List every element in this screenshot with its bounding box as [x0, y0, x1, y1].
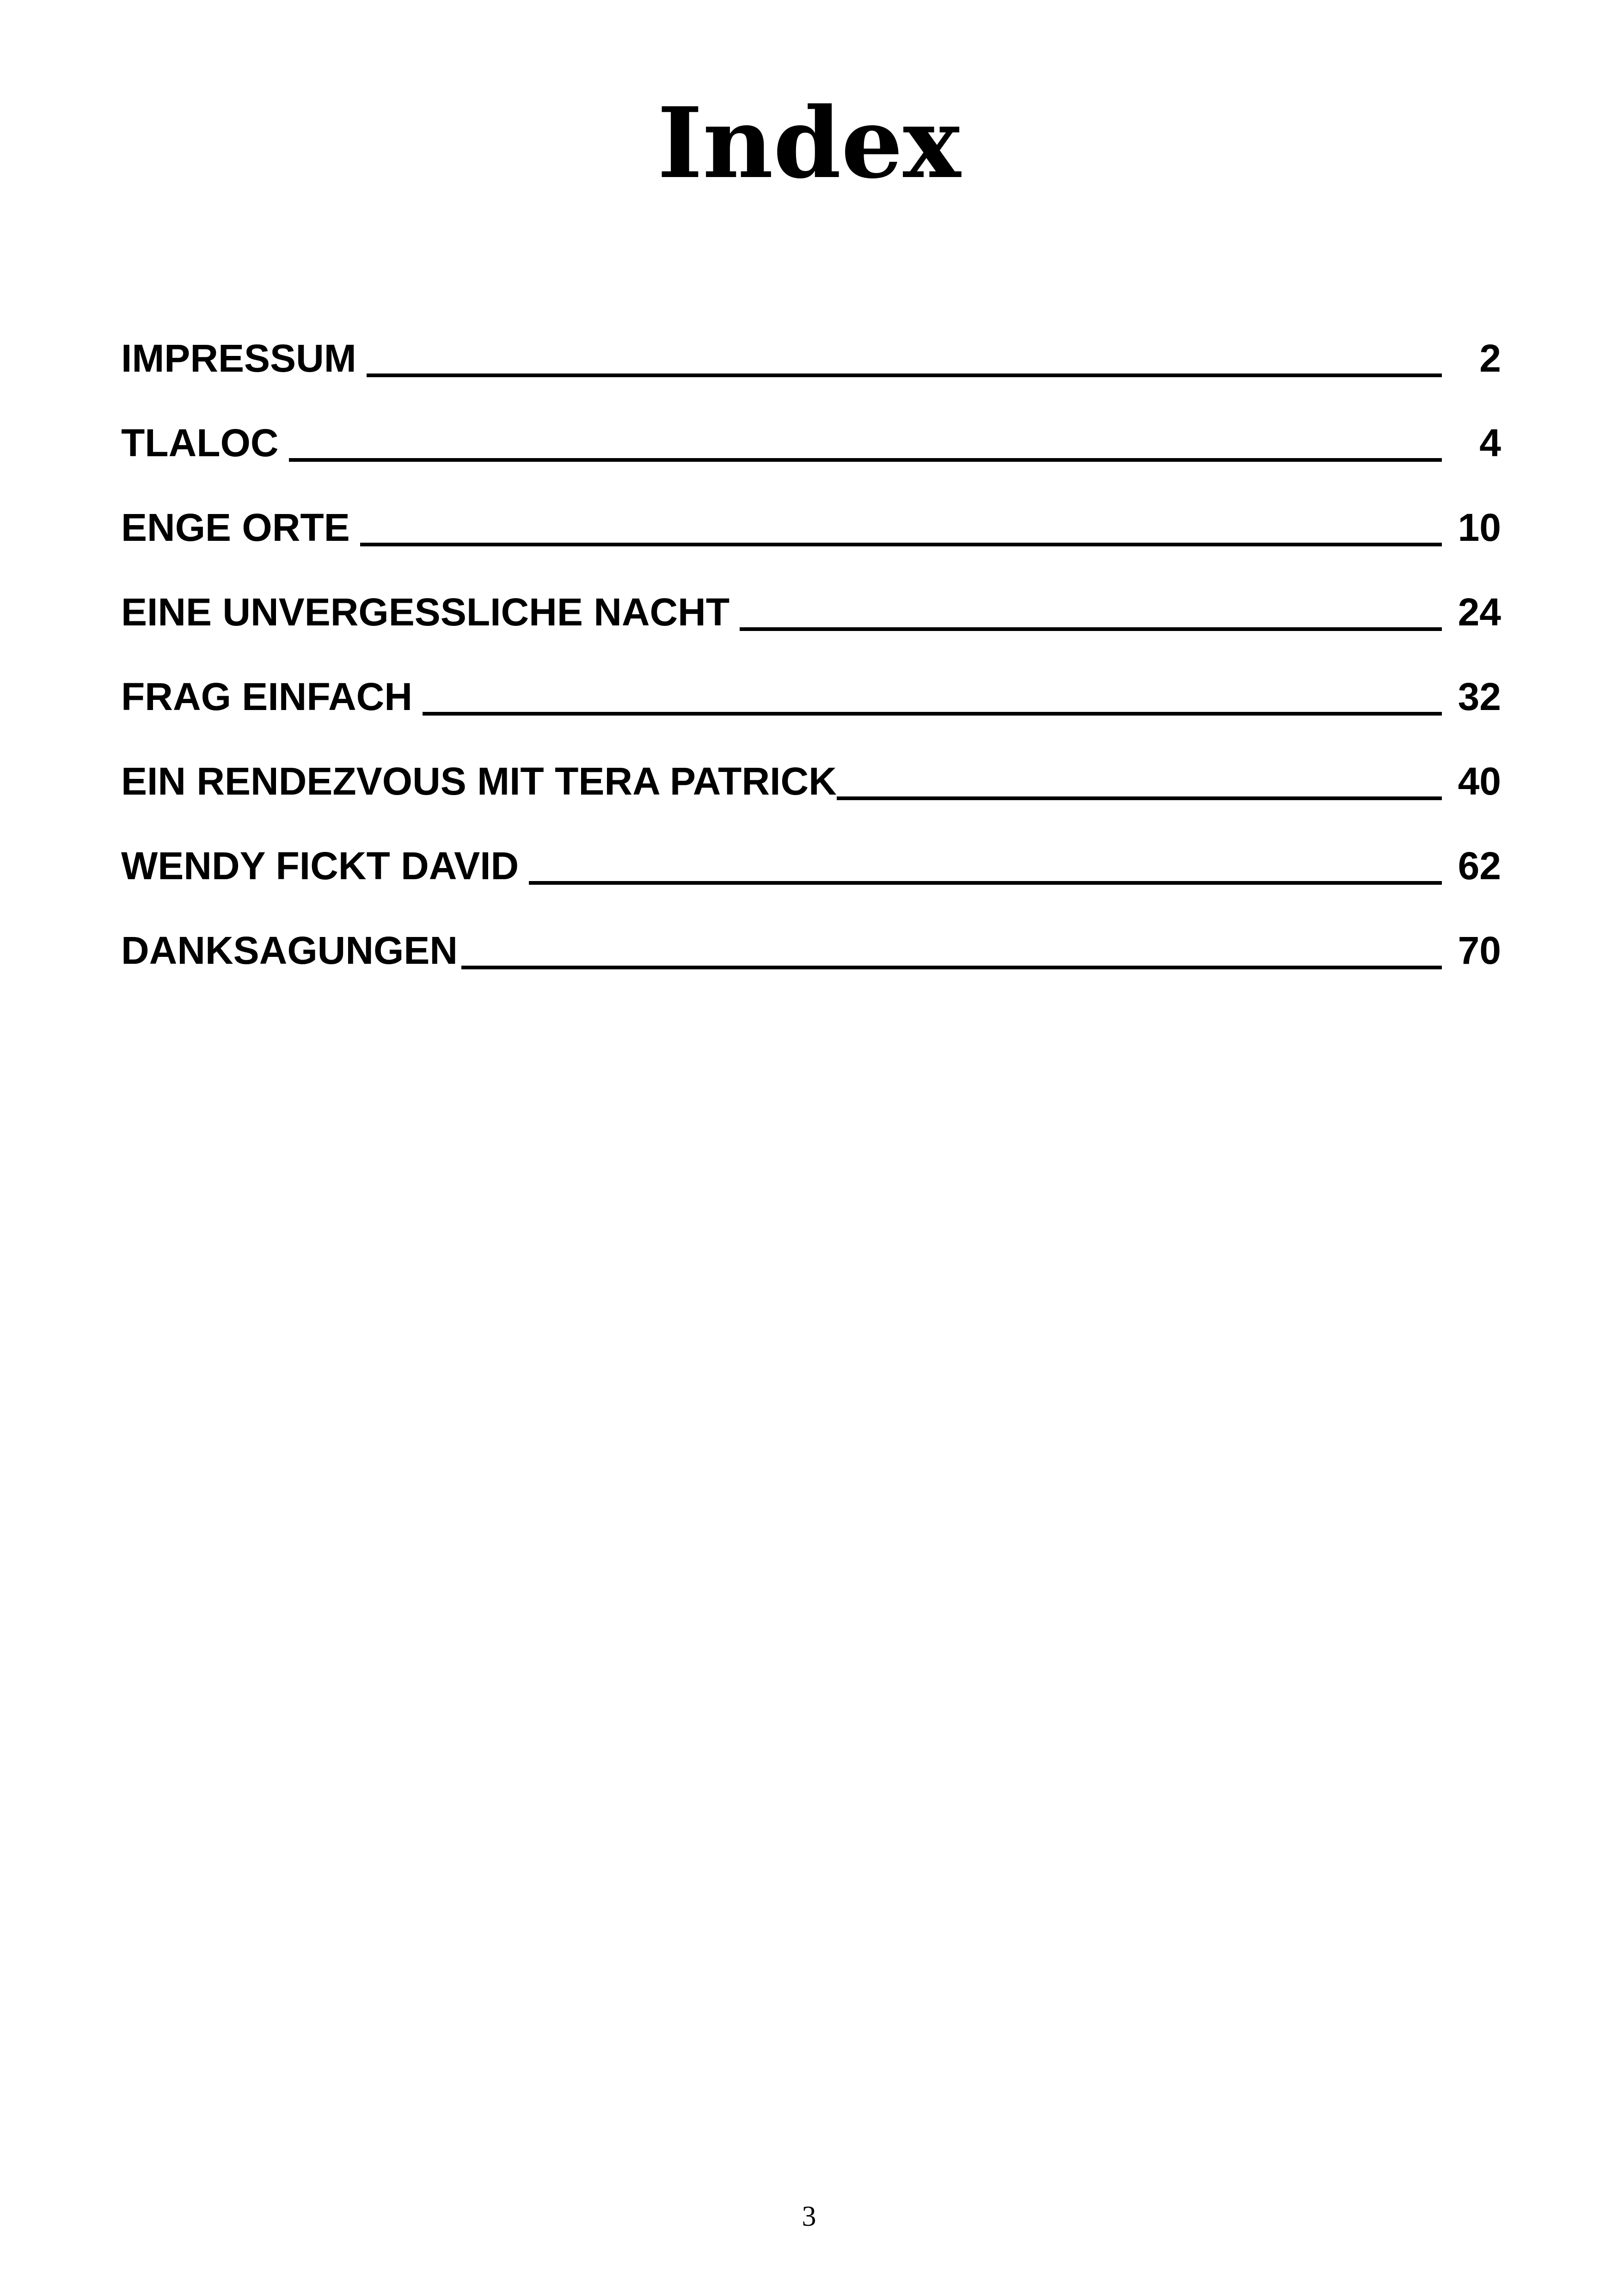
toc-entry-page: 32 — [1458, 675, 1501, 718]
toc-entry-page: 10 — [1458, 506, 1501, 549]
toc-entry-frag-einfach[interactable] — [121, 669, 1501, 753]
toc-entry-label: DANKSAGUNGEN — [121, 929, 458, 972]
toc-entry-impressum[interactable] — [121, 331, 1501, 415]
toc-leader-line — [423, 712, 1442, 716]
toc-entry-page: 4 — [1479, 421, 1501, 465]
toc-entry-eine-unvergessliche-nacht[interactable] — [121, 584, 1501, 669]
toc-leader-line — [461, 966, 1442, 969]
toc-entry-label: WENDY FICKT DAVID — [121, 844, 519, 888]
toc-leader-line — [837, 796, 1442, 800]
toc-entry-label: ENGE ORTE — [121, 506, 350, 549]
toc-entry-page: 40 — [1458, 759, 1501, 803]
toc-entry-danksagungen[interactable] — [121, 923, 1501, 1007]
toc-entry-ein-rendezvous-mit-tera-patrick[interactable] — [121, 753, 1501, 838]
page-title: Index — [657, 86, 961, 200]
toc-entry-enge-orte[interactable] — [121, 500, 1501, 584]
page-number: 3 — [802, 2201, 816, 2232]
toc-leader-line — [529, 881, 1442, 885]
toc-entry-page: 70 — [1458, 929, 1501, 972]
table-of-contents — [121, 331, 1501, 1007]
toc-entry-page: 2 — [1479, 337, 1501, 380]
toc-entry-wendy-fickt-david[interactable] — [121, 838, 1501, 923]
toc-leader-line — [360, 543, 1442, 546]
toc-entry-label: TLALOC — [121, 421, 279, 465]
toc-entry-tlaloc[interactable] — [121, 415, 1501, 500]
toc-entry-label: EIN RENDEZVOUS MIT TERA PATRICK — [121, 759, 837, 803]
toc-leader-line — [740, 627, 1442, 631]
toc-leader-line — [289, 458, 1442, 462]
toc-entry-page: 24 — [1458, 590, 1501, 634]
toc-leader-line — [367, 373, 1442, 377]
toc-entry-page: 62 — [1458, 844, 1501, 888]
toc-entry-label: FRAG EINFACH — [121, 675, 412, 718]
toc-entry-label: EINE UNVERGESSLICHE NACHT — [121, 590, 730, 634]
toc-entry-label: IMPRESSUM — [121, 337, 356, 380]
